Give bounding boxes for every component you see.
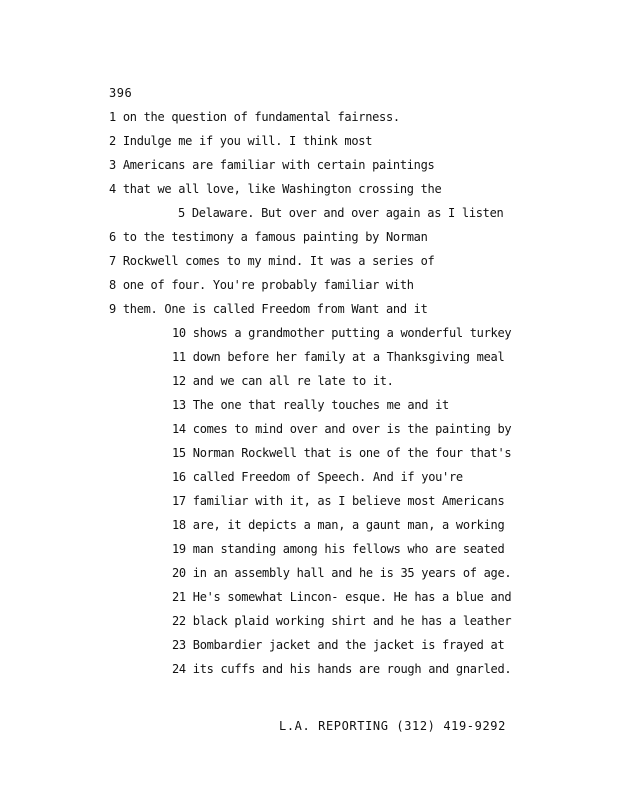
transcript-line: 12 and we can all re late to it.: [172, 374, 394, 388]
transcript-line: 9 them. One is called Freedom from Want and it: [109, 302, 428, 316]
transcript-line: 24 its cuffs and his hands are rough and gnarled.: [172, 662, 512, 676]
transcript-line: 6 to the testimony a famous painting by Norman: [109, 230, 428, 244]
transcript-line: 15 Norman Rockwell that is one of the four that's: [172, 446, 512, 460]
transcript-line: 10 shows a grandmother putting a wonderful turkey: [172, 326, 512, 340]
transcript-line: 11 down before her family at a Thanksgiving meal: [172, 350, 505, 364]
transcript-line: 18 are, it depicts a man, a gaunt man, a working: [172, 518, 505, 532]
transcript-line: 20 in an assembly hall and he is 35 years of age.: [172, 566, 512, 580]
transcript-line: 17 familiar with it, as I believe most Americans: [172, 494, 505, 508]
transcript-line: 14 comes to mind over and over is the painting by: [172, 422, 512, 436]
transcript-line: 8 one of four. You're probably familiar with: [109, 278, 414, 292]
transcript-line: 19 man standing among his fellows who are seated: [172, 542, 505, 556]
transcript-line: 4 that we all love, like Washington crossing the: [109, 182, 442, 196]
transcript-line: 23 Bombardier jacket and the jacket is frayed at: [172, 638, 505, 652]
transcript-line: 3 Americans are familiar with certain paintings: [109, 158, 435, 172]
page-number: 396: [109, 86, 133, 100]
reporter-footer: L.A. REPORTING (312) 419-9292: [279, 719, 506, 733]
transcript-line: 21 He's somewhat Lincon- esque. He has a blue and: [172, 590, 512, 604]
transcript-line: 22 black plaid working shirt and he has a leather: [172, 614, 512, 628]
transcript-line: 7 Rockwell comes to my mind. It was a series of: [109, 254, 435, 268]
transcript-line: 16 called Freedom of Speech. And if you're: [172, 470, 463, 484]
transcript-line: 13 The one that really touches me and it: [172, 398, 449, 412]
transcript-line: 5 Delaware. But over and over again as I listen: [178, 206, 504, 220]
transcript-line: 1 on the question of fundamental fairness.: [109, 110, 400, 124]
transcript-line: 2 Indulge me if you will. I think most: [109, 134, 373, 148]
